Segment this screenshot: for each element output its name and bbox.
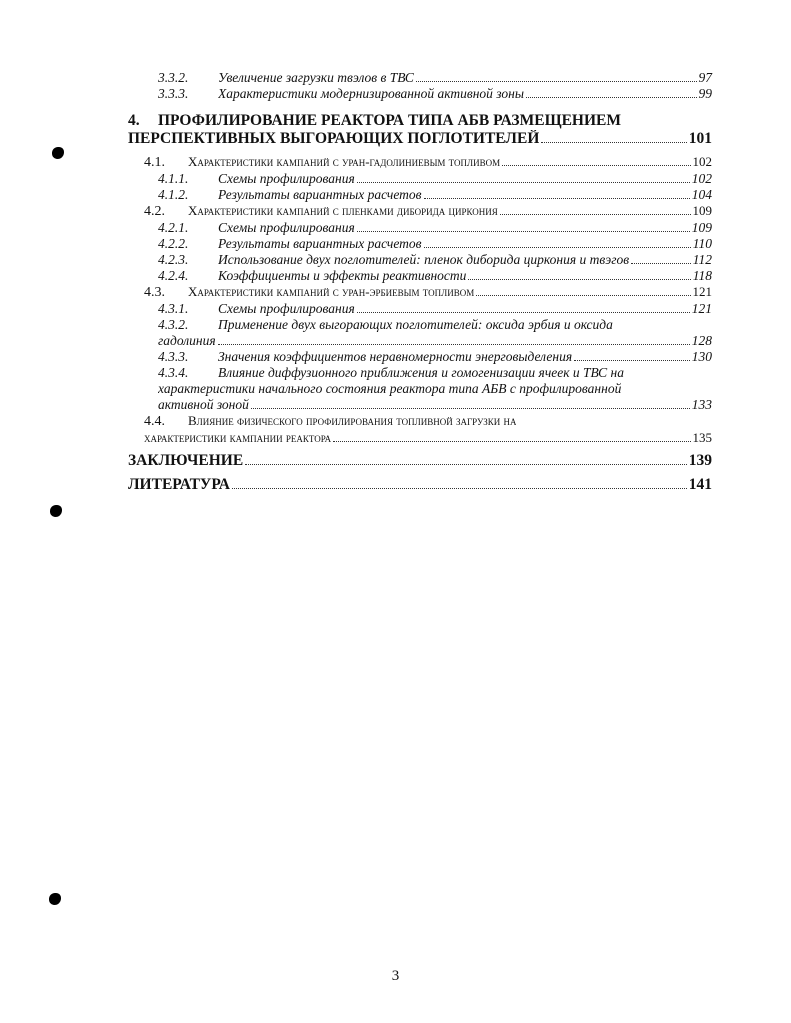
toc-entry[interactable]: 4.3.4. Влияние диффузионного приближения и гомогенизации ячеек и ТВС на	[158, 365, 625, 380]
leader-dots	[357, 231, 690, 232]
toc-entry[interactable]: 3.3.2. Увеличение загрузки твэлов в ТВС 97	[158, 70, 712, 85]
leader-dots	[424, 198, 690, 199]
leader-dots	[500, 214, 691, 215]
leader-dots	[251, 408, 690, 409]
toc-entry[interactable]: 4.3.3. Значения коэффициентов неравномерности энерговыделения 130	[158, 349, 712, 364]
leader-dots	[502, 165, 690, 166]
leader-dots	[574, 360, 690, 361]
leader-dots	[526, 97, 697, 98]
leader-dots	[232, 488, 687, 489]
toc-section[interactable]: 4.1. Характеристики кампаний с уран-гадолиниевым топливом 102	[144, 154, 712, 170]
toc-entry[interactable]: 4.2.4. Коэффициенты и эффекты реактивности 118	[158, 268, 712, 283]
leader-dots	[245, 464, 687, 465]
ink-blot	[50, 505, 62, 517]
toc-entry[interactable]: 4.2.3. Использование двух поглотителей: пленок диборида циркония и твэгов 112	[158, 252, 712, 267]
toc-chapter-cont[interactable]: ПЕРСПЕКТИВНЫХ ВЫГОРАЮЩИХ ПОГЛОТИТЕЛЕЙ 101	[128, 130, 712, 147]
toc-conclusion[interactable]: ЗАКЛЮЧЕНИЕ 139	[128, 452, 712, 469]
toc-entry[interactable]: 4.3.1. Схемы профилирования 121	[158, 301, 712, 316]
toc-entry[interactable]: 4.2.1. Схемы профилирования 109	[158, 220, 712, 235]
toc-entry[interactable]: 3.3.3. Характеристики модернизированной активной зоны 99	[158, 86, 712, 101]
toc-entry[interactable]: 4.2.2. Результаты вариантных расчетов 110	[158, 236, 712, 251]
toc-entry[interactable]: 4.1.2. Результаты вариантных расчетов 104	[158, 187, 712, 202]
leader-dots	[541, 142, 686, 143]
page-number: 3	[391, 968, 400, 984]
ink-blot	[52, 147, 64, 159]
toc-section-cont[interactable]: характеристики кампании реактора 135	[144, 430, 712, 445]
leader-dots	[468, 279, 690, 280]
leader-dots	[476, 295, 690, 296]
leader-dots	[357, 182, 690, 183]
leader-dots	[218, 344, 690, 345]
toc-entry-cont[interactable]: характеристики начального состояния реактора типа АБВ с профилированной	[158, 381, 622, 396]
toc-entry-cont[interactable]: гадолиния 128	[158, 333, 712, 348]
toc-chapter[interactable]: 4. ПРОФИЛИРОВАНИЕ РЕАКТОРА ТИПА АБВ РАЗМЕЩЕНИЕМ	[128, 112, 622, 129]
ink-blot	[49, 893, 61, 905]
toc-section[interactable]: 4.4. Влияние физического профилирования топливной загрузки на	[144, 413, 517, 429]
toc-entry-cont[interactable]: активной зоной 133	[158, 397, 712, 412]
toc-entry[interactable]: 4.1.1. Схемы профилирования 102	[158, 171, 712, 186]
toc-section[interactable]: 4.3. Характеристики кампаний с уран-эрбиевым топливом 121	[144, 284, 712, 300]
leader-dots	[357, 312, 690, 313]
leader-dots	[416, 81, 697, 82]
toc-entry[interactable]: 4.3.2. Применение двух выгорающих поглотителей: оксида эрбия и оксида	[158, 317, 613, 332]
leader-dots	[333, 441, 690, 442]
toc-section[interactable]: 4.2. Характеристики кампаний с пленками диборида циркония 109	[144, 203, 712, 219]
table-of-contents	[128, 70, 712, 494]
leader-dots	[631, 263, 691, 264]
leader-dots	[424, 247, 691, 248]
toc-literature[interactable]: ЛИТЕРАТУРА 141	[128, 476, 712, 493]
